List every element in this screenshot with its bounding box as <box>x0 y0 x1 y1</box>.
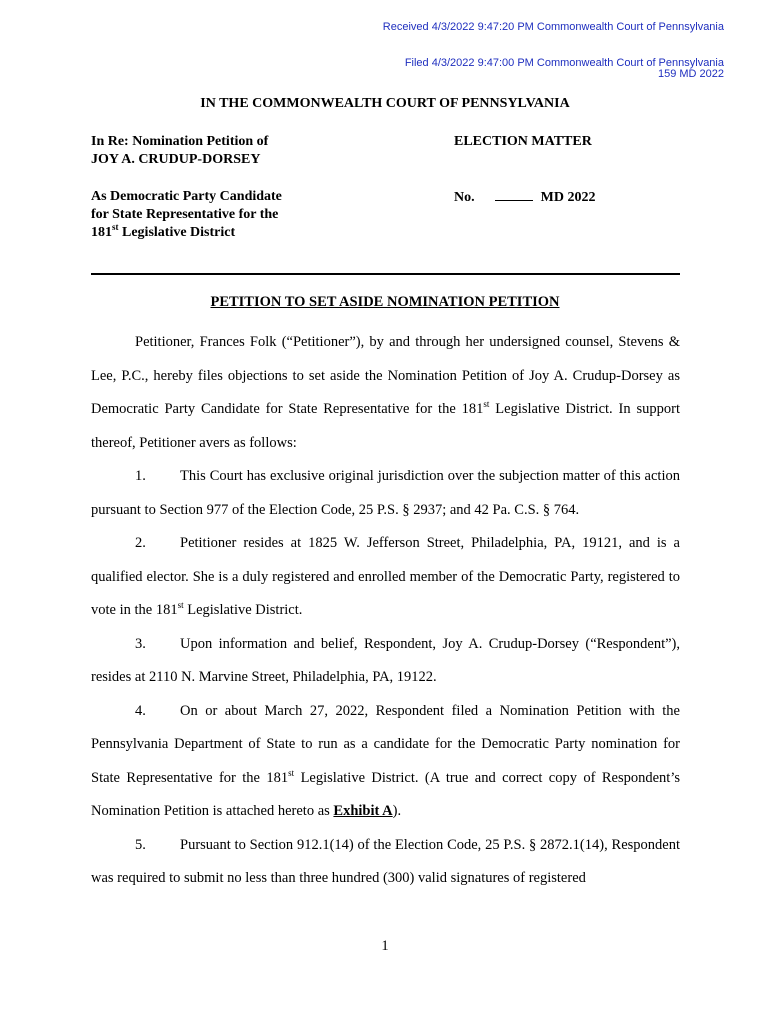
case-number-year: MD 2022 <box>540 190 596 205</box>
document-heading: PETITION TO SET ASIDE NOMINATION PETITION <box>210 294 560 310</box>
petition-body <box>91 326 680 896</box>
district-number: 181 <box>91 225 112 240</box>
intro-sup: st <box>483 399 490 409</box>
paragraph-4-sup: st <box>288 767 295 778</box>
filed-stamp: Filed 4/3/2022 9:47:00 PM Commonwealth Court of Pennsylvania <box>404 57 724 69</box>
paragraph-1-number: 1. <box>135 468 146 484</box>
intro-text-2: Legislative District. In support thereof, Petitioner avers as follows: <box>91 401 680 451</box>
intro-text-1: Petitioner, Frances Folk (“Petitioner”), by and through her undersigned counsel, Stevens & Lee, P.C., hereby files objections to set aside the Nomination Petition of Joy A. Crudup-Dorsey as Democratic Party Candidate for State Representative for the 181 <box>91 334 680 417</box>
paragraph-4 <box>91 695 680 829</box>
district-rest: Legislative District <box>118 225 236 240</box>
paragraph-2-text-1: Petitioner resides at 1825 W. Jefferson Street, Philadelphia, PA, 19121, and is a qualified elector. She is a duly registered and enrolled member of the Democratic Party, registered to vote in the 181 <box>91 535 680 618</box>
caption-candidate-line1: As Democratic Party Candidate <box>91 189 282 204</box>
paragraph-2-sup: st <box>177 600 184 610</box>
paragraph-5-text: Pursuant to Section 912.1(14) of the Election Code, 25 P.S. § 2872.1(14), Respondent was required to submit no less than three hundred (300) valid signatures of registered <box>91 836 680 886</box>
court-title: IN THE COMMONWEALTH COURT OF PENNSYLVANIA <box>200 96 570 111</box>
caption-in-re <box>91 133 268 169</box>
received-stamp: Received 4/3/2022 9:47:20 PM Commonwealth Court of Pennsylvania <box>382 21 724 33</box>
intro-paragraph <box>91 326 680 460</box>
page-number: 1 <box>381 938 389 954</box>
case-number-blank <box>495 188 533 201</box>
paragraph-3 <box>91 628 680 695</box>
paragraph-4-number: 4. <box>135 702 146 719</box>
docket-number-stamp: 159 MD 2022 <box>657 68 724 80</box>
paragraph-4-text-1: On or about March 27, 2022, Respondent filed a Nomination Petition with the Pennsylvania Department of State to run as a candidate for the Democratic Party nomination for State Representative for the 181 <box>91 702 680 786</box>
exhibit-a-reference: Exhibit A <box>333 803 393 819</box>
caption-candidate-description <box>91 188 282 242</box>
paragraph-3-text: Upon information and belief, Respondent, Joy A. Crudup-Dorsey (“Respondent”), resides at 2110 N. Marvine Street, Philadelphia, PA, 19122. <box>91 635 680 685</box>
election-matter-label: ELECTION MATTER <box>454 134 592 149</box>
paragraph-1-text: This Court has exclusive original jurisdiction over the subjection matter of this action pursuant to Section 977 of the Election Code, 25 P.S. § 2937; and 42 Pa. C.S. § 764. <box>91 468 680 518</box>
paragraph-2-number: 2. <box>135 535 146 551</box>
case-number-label: No. <box>454 190 475 205</box>
caption-candidate-line2: for State Representative for the <box>91 207 279 222</box>
paragraph-4-text-3: ). <box>392 803 402 819</box>
district-suffix: st <box>112 222 119 232</box>
paragraph-5 <box>91 829 680 896</box>
caption-divider <box>91 273 680 275</box>
paragraph-3-number: 3. <box>135 635 146 652</box>
paragraph-2-text-2: Legislative District. <box>183 602 303 618</box>
paragraph-1 <box>91 460 680 527</box>
case-number <box>454 188 595 207</box>
paragraph-4-text-2: Legislative District. (A true and correct copy of Respondent’s Nomination Petition is attached hereto as <box>91 769 680 819</box>
caption-candidate-name: JOY A. CRUDUP-DORSEY <box>91 152 261 167</box>
caption-in-re-line1: In Re: Nomination Petition of <box>91 134 269 149</box>
paragraph-2 <box>91 527 680 628</box>
caption-district-line <box>91 224 282 242</box>
paragraph-5-number: 5. <box>135 836 146 853</box>
